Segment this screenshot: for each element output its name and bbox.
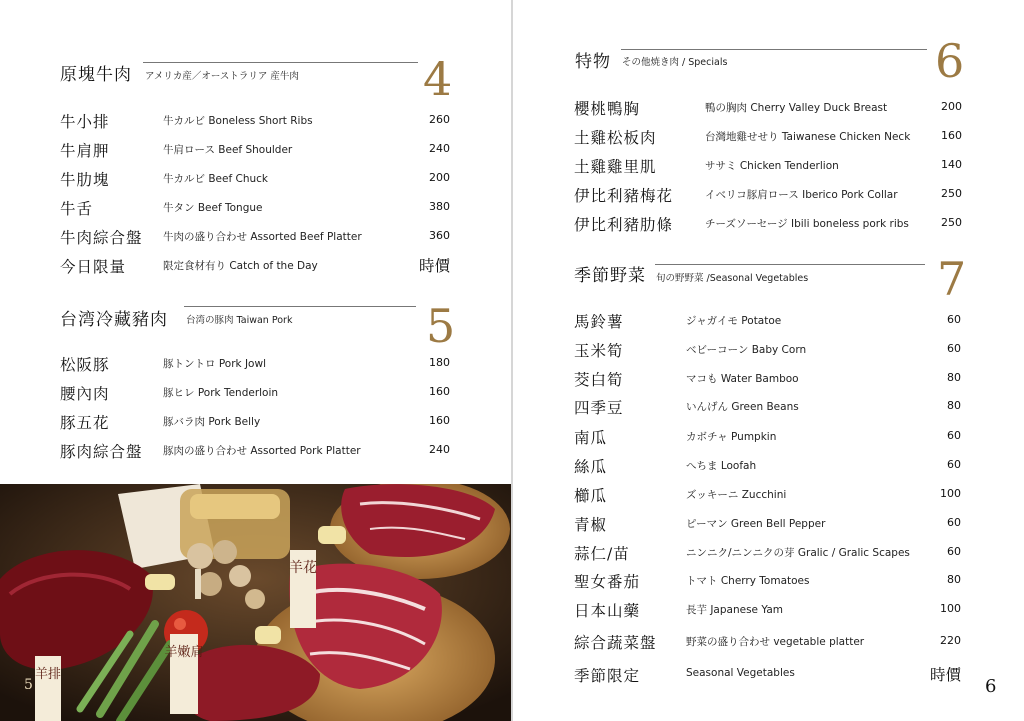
item-desc: イベリコ豚肩ロース Iberico Pork Collar [705,189,898,201]
menu-page-left [0,0,511,721]
item-desc: 限定食材有り Catch of the Day [163,260,318,272]
item-name: 伊比利豬肋條 [574,216,674,234]
menu-item [574,570,961,594]
section-number-vegetables: 7 [937,252,967,306]
menu-item [60,168,450,192]
item-price: 250 [941,187,962,200]
item-desc: マコも Water Bamboo [686,373,799,385]
menu-item [574,339,961,363]
section-title-beef: 原塊牛肉 [60,65,132,85]
item-price: 100 [940,487,961,500]
photo-label-lamb-flower: 羊花 [289,560,317,576]
item-desc: いんげん Green Beans [686,401,799,413]
item-name: 茭白筍 [574,371,624,389]
item-name: 四季豆 [574,399,624,417]
item-price: 250 [941,216,962,229]
item-price: 240 [429,142,450,155]
item-name: 玉米筍 [574,342,624,360]
section-title-vegetables: 季節野菜 [574,266,646,286]
photo-label-lamb-rack: 羊排 [34,667,62,682]
item-name: 土雞松板肉 [574,129,657,147]
item-price: 180 [429,356,450,369]
menu-item [574,631,961,655]
page-number-left: 5 [24,677,33,693]
menu-item [60,255,450,279]
page-number-right: 6 [985,676,997,697]
section-number-specials: 6 [935,34,965,88]
item-desc: ニンニク/ニンニクの芽 Gralic / Gralic Scapes [686,547,910,559]
item-name: 聖女番茄 [574,573,641,591]
item-price: 時價 [929,666,961,684]
item-desc: 豚ヒレ Pork Tenderloin [163,387,279,399]
item-name: 蒜仁/苗 [574,545,630,563]
item-name: 櫻桃鴨胸 [574,100,641,118]
grilled-meat-platter-image [0,484,511,721]
item-price: 80 [947,371,961,384]
item-desc: 豚肉の盛り合わせ Assorted Pork Platter [163,445,361,457]
item-desc: トマト Cherry Tomatoes [686,575,810,587]
item-name: 土雞雞里肌 [574,158,657,176]
item-name: 伊比利豬梅花 [574,187,674,205]
menu-item [574,542,961,566]
item-desc: 牛カルビ Beef Chuck [163,173,268,185]
item-price: 380 [429,200,450,213]
menu-item [574,513,961,537]
menu-item [574,484,961,508]
item-desc: ジャガイモ Potatoe [686,315,782,327]
item-price: 140 [941,158,962,171]
item-name: 青椒 [574,516,608,534]
menu-item [574,126,962,150]
item-price: 160 [429,385,450,398]
item-price: 60 [947,545,961,558]
item-name: 牛肩胛 [60,142,110,160]
item-price: 160 [429,414,450,427]
item-desc: 台灣地雞せせり Taiwanese Chicken Neck [705,131,911,143]
item-name: 牛小排 [60,113,110,131]
section-title-specials: 特物 [575,52,611,72]
section-number-pork: 5 [426,299,456,353]
item-name: 松阪豚 [60,356,110,374]
item-desc: ピーマン Green Bell Pepper [686,518,826,530]
item-desc: 長芋 Japanese Yam [686,604,783,616]
menu-item [60,353,450,377]
item-name: 櫛瓜 [574,487,608,505]
menu-page-right [513,0,1024,721]
section-subtitle-vegetables: 旬の野野菜 /Seasonal Vegetables [656,273,809,284]
item-desc: ズッキーニ Zucchini [686,489,787,501]
section-rule [621,49,927,50]
item-desc: 牛カルビ Boneless Short Ribs [163,115,313,127]
item-name: 牛肉綜合盤 [60,229,143,247]
item-name: 南瓜 [574,429,608,447]
section-rule [184,306,416,307]
menu-item [574,368,961,392]
item-price: 60 [947,342,961,355]
item-desc: 鴨の胸肉 Cherry Valley Duck Breast [705,102,888,114]
menu-item [574,426,961,450]
item-desc: Seasonal Vegetables [686,667,795,679]
section-subtitle-beef: アメリカ産／オーストラリア 産牛肉 [145,71,299,82]
item-name: 牛舌 [60,200,94,218]
item-desc: 牛タン Beef Tongue [163,202,263,214]
menu-item [60,110,450,134]
item-name: 今日限量 [60,258,127,276]
food-photo [0,484,511,721]
item-price: 200 [941,100,962,113]
menu-item [60,411,450,435]
item-desc: ササミ Chicken Tenderlion [705,160,839,172]
item-price: 360 [429,229,450,242]
item-name: 絲瓜 [574,458,608,476]
section-rule [143,62,418,63]
menu-item [60,197,450,221]
item-desc: カボチャ Pumpkin [686,431,777,443]
item-price: 160 [941,129,962,142]
menu-item [60,440,450,464]
item-price: 80 [947,573,961,586]
menu-item [574,664,961,688]
item-name: 馬鈴薯 [574,313,624,331]
menu-item [574,184,962,208]
section-number-beef: 4 [423,52,453,106]
item-desc: 豚バラ肉 Pork Belly [163,416,261,428]
item-name: 季節限定 [574,667,641,685]
menu-item [574,213,962,237]
menu-item [574,155,962,179]
item-price: 260 [429,113,450,126]
item-desc: チーズソーセージ Ibili boneless pork ribs [705,218,909,230]
section-subtitle-specials: その他焼き肉 / Specials [622,57,728,68]
item-desc: へちま Loofah [686,460,757,472]
section-rule [655,264,925,265]
photo-label-lamb-shoulder: 羊嫩肩 [164,645,204,660]
item-price: 220 [940,634,961,647]
item-name: 豚五花 [60,414,110,432]
item-desc: 豚トントロ Pork Jowl [163,358,266,370]
menu-item [60,382,450,406]
item-desc: 牛肉の盛り合わせ Assorted Beef Platter [163,231,362,243]
item-price: 100 [940,602,961,615]
section-subtitle-pork: 台湾の豚肉 Taiwan Pork [186,315,293,326]
item-price: 60 [947,458,961,471]
item-price: 240 [429,443,450,456]
section-title-pork: 台湾冷藏豬肉 [60,310,168,330]
item-name: 腰內肉 [60,385,110,403]
item-price: 80 [947,399,961,412]
item-name: 牛肋塊 [60,171,110,189]
item-name: 綜合蔬菜盤 [574,634,657,652]
menu-item [574,396,961,420]
menu-item [60,226,450,250]
menu-item [574,310,961,334]
menu-item [574,455,961,479]
item-name: 豚肉綜合盤 [60,443,143,461]
item-desc: 野菜の盛り合わせ vegetable platter [686,636,865,648]
menu-item [574,97,962,121]
item-price: 60 [947,516,961,529]
item-price: 200 [429,171,450,184]
menu-item [574,599,961,623]
item-price: 60 [947,313,961,326]
menu-item [60,139,450,163]
item-price: 60 [947,429,961,442]
item-desc: ベビーコーン Baby Corn [686,344,807,356]
item-name: 日本山藥 [574,602,641,620]
item-price: 時價 [418,257,450,275]
item-desc: 牛肩ロース Beef Shoulder [163,144,293,156]
